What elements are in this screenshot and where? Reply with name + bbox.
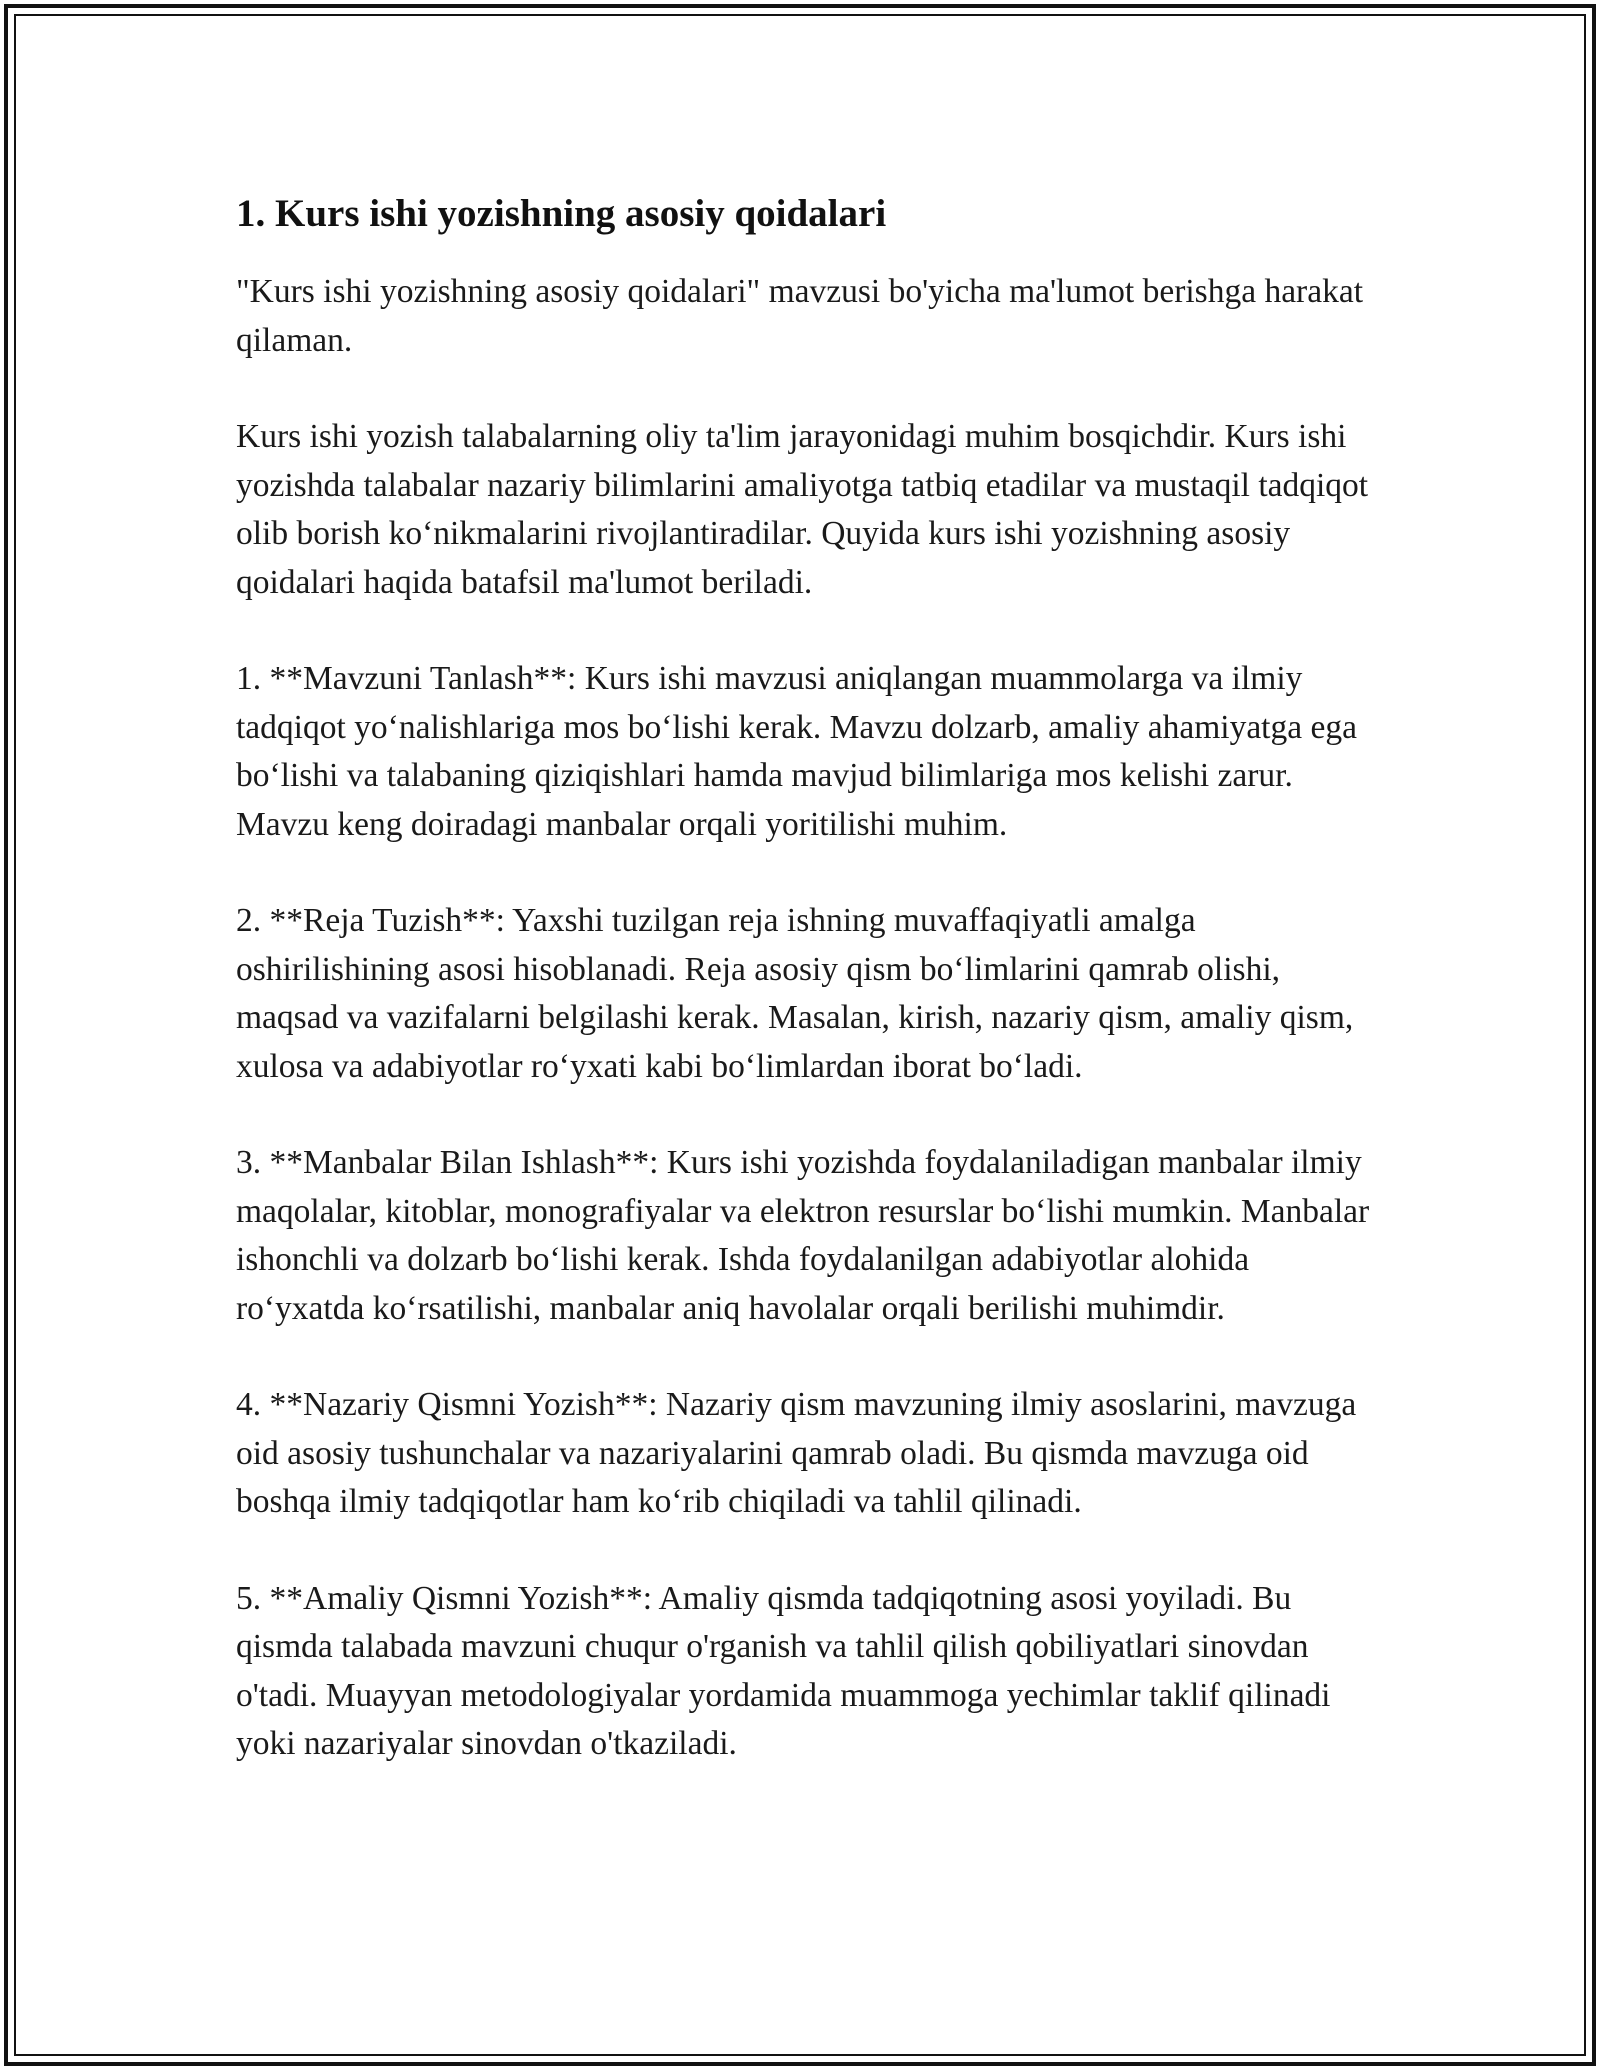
rule-4-paragraph: 4. **Nazariy Qismni Yozish**: Nazariy qism mavzuning ilmiy asoslarini, mavzuga oid asosiy tushunchalar va nazariyalarini qamrab oladi. Bu qismda mavzuga oid boshqa ilmiy tadqiqotlar ham ko‘rib chiqiladi va tahlil qilinadi. <box>236 1386 1357 1520</box>
rule-2-paragraph: 2. **Reja Tuzish**: Yaxshi tuzilgan reja ishning muvaffaqiyatli amalga oshirilishining asosi hisoblanadi. Reja asosiy qism bo‘limlarini qamrab olishi, maqsad va vazifalarni belgilashi kerak. Masalan, kirish, nazariy qism, amaliy qism, xulosa va adabiyotlar ro‘yxati kabi bo‘limlardan iborat bo‘ladi. <box>236 902 1354 1085</box>
rule-5-paragraph: 5. **Amaliy Qismni Yozish**: Amaliy qismda tadqiqotning asosi yoyiladi. Bu qismda talabada mavzuni chuqur o'rganish va tahlil qilish qobiliyatlari sinovdan o'tadi. Muayyan metodologiyalar yordamida muammoga yechimlar taklif qilinadi yoki nazariyalar sinovdan o'tkaziladi. <box>236 1579 1331 1762</box>
document-body <box>236 188 1376 1817</box>
overview-paragraph: Kurs ishi yozish talabalarning oliy ta'lim jarayonidagi muhim bosqichdir. Kurs ishi yozishda talabalar nazariy bilimlarini amaliyotga tatbiq etadilar va mustaqil tadqiqot olib borish ko‘nikmalarini rivojlantiradilar. Quyida kurs ishi yozishning asosiy qoidalari haqida batafsil ma'lumot beriladi. <box>236 418 1369 601</box>
rule-3-paragraph: 3. **Manbalar Bilan Ishlash**: Kurs ishi yozishda foydalaniladigan manbalar ilmiy maqolalar, kitoblar, monografiyalar va elektron resurslar bo‘lishi mumkin. Manbalar ishonchli va dolzarb bo‘lishi kerak. Ishda foydalanilgan adabiyotlar alohida ro‘yxatda ko‘rsatilishi, manbalar aniq havolalar orqali berilishi muhimdir. <box>236 1144 1370 1327</box>
rule-1-paragraph: 1. **Mavzuni Tanlash**: Kurs ishi mavzusi aniqlangan muammolarga va ilmiy tadqiqot yo‘nalishlariga mos bo‘lishi kerak. Mavzu dolzarb, amaliy ahamiyatga ega bo‘lishi va talabaning qiziqishlari hamda mavjud bilimlariga mos kelishi zarur. Mavzu keng doiradagi manbalar orqali yoritilishi muhim. <box>236 660 1357 843</box>
intro-paragraph: "Kurs ishi yozishning asosiy qoidalari" mavzusi bo'yicha ma'lumot berishga harakat qilaman. <box>236 273 1364 359</box>
page-title: 1. Kurs ishi yozishning asosiy qoidalari <box>236 192 887 235</box>
